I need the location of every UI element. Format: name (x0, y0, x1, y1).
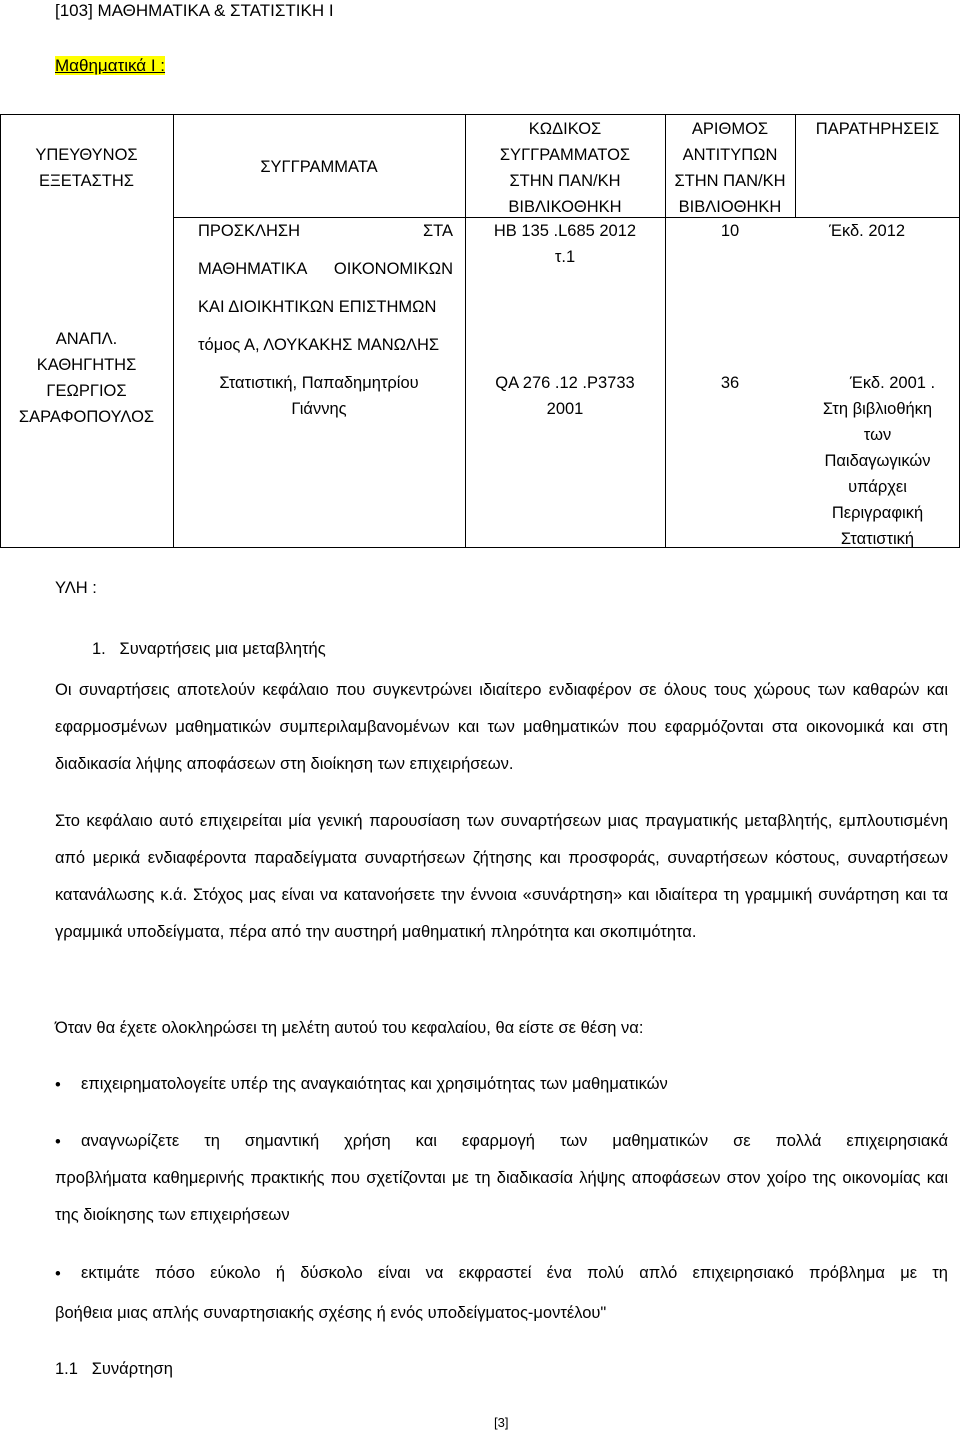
subsection-heading: 1.1 Συνάρτηση (55, 1360, 173, 1378)
book-1-notes: Έκδ. 2012 (829, 222, 906, 240)
course-subtitle-text: Μαθηματικά Ι : (55, 56, 166, 75)
book-1-code: HB 135 .L685 2012 τ.1 (493, 222, 637, 266)
header-notes: ΠΑΡΑΤΗΡΗΣΕΙΣ (815, 120, 940, 138)
header-code: ΚΩΔΙΚΟΣ ΣΥΓΓΡΑΜΜΑΤΟΣ ΣΤΗΝ ΠΑΝ/ΚΗ ΒΙΒΛΙΚΟΘΗΚΗ (499, 120, 631, 216)
paragraph-2: Στο κεφάλαιο αυτό επιχειρείται μία γενική παρουσίαση των συναρτήσεων μιας πραγματικής μεταβλητής, εμπλουτισμένη από μερικά ενδιαφέροντα παραδείγματα συναρτήσεων ζήτησης και προσφοράς, συναρτήσεων κόστους, συναρτήσεων κατανάλωσης κ.ά. Στόχος μας είναι να κατανοήσετε την έννοια «συνάρτηση» και ιδιαίτερα τη γραμμική συνάρτηση και τα γραμμικά υποδείγματα, πέρα από την αυστηρή μαθηματική πληρότητα και σκοπιμότητα. (55, 812, 948, 941)
book-1-copies: 10 (720, 222, 740, 240)
book-1-line-3: ΚΑΙ ΔΙΟΙΚΗΤΙΚΩΝ ΕΠΙΣΤΗΜΩΝ (198, 298, 437, 316)
bullet-1-marker: • (55, 1076, 61, 1094)
bullet-1-text: επιχειρηματολογείτε υπέρ της αναγκαιότητας και χρησιμότητας των μαθηματικών (81, 1075, 668, 1093)
book-2-title: Στατιστική, Παπαδημητρίου Γιάννης (219, 374, 419, 418)
section-heading: 1. Συναρτήσεις μια μεταβλητής (92, 640, 326, 658)
examiner-name: ΑΝΑΠΛ. ΚΑΘΗΓΗΤΗΣ ΓΕΩΡΓΙΟΣ ΣΑΡΑΦΟΠΟΥΛΟΣ (18, 330, 155, 426)
book-1-line-2: ΜΑΘΗΜΑΤΙΚΑ ΟΙΚΟΝΟΜΙΚΩΝ (198, 260, 453, 278)
header-copies: ΑΡΙΘΜΟΣ ΑΝΤΙΤΥΠΩΝ ΣΤΗΝ ΠΑΝ/ΚΗ ΒΙΒΛΙΟΘΗΚΗ (674, 120, 786, 216)
bullet-2-text-rest: προβλήματα καθημερινής πρακτικής που σχετίζονται με τη διαδικασία λήψης αποφάσεων στον χοίρο της οικονομίας και της διοίκησης των επιχειρήσεων (55, 1169, 948, 1224)
book-2-code: QA 276 .12 .P3733 2001 (495, 374, 635, 418)
book-2-notes: Έκδ. 2001 . Στη βιβλιοθήκη των Παιδαγωγικών υπάρχει Περιγραφική Στατιστική (822, 374, 936, 548)
course-subtitle (55, 55, 165, 77)
bullet-3-text-rest: βοήθεια μιας απλής συναρτησιακής σχέσης ή ενός υποδείγματος-μοντέλου" (55, 1304, 607, 1322)
bullet-2-text-first: αναγνωρίζετε τη σημαντική χρήση και εφαρμογή των μαθηματικών σε πολλά επιχειρησιακά (81, 1132, 948, 1150)
header-books: ΣΥΓΓΡΑΜΜΑΤΑ (260, 158, 378, 176)
paragraph-3: Όταν θα έχετε ολοκληρώσει τη μελέτη αυτού του κεφαλαίου, θα είστε σε θέση να: (55, 1019, 644, 1037)
book-1-line-4: τόμος Α, ΛΟΥΚΑΚΗΣ ΜΑΝΩΛΗΣ (198, 336, 440, 354)
page-number: [3] (494, 1415, 509, 1430)
material-label: ΥΛΗ : (55, 579, 97, 597)
book-1-line-1: ΠΡΟΣΚΛΗΣΗ ΣΤΑ (198, 222, 453, 240)
header-examiner: ΥΠΕΥΘΥΝΟΣ ΕΞΕΤΑΣΤΗΣ (35, 146, 138, 190)
books-table (0, 114, 960, 548)
bullet-2-marker: • (55, 1133, 61, 1151)
bullet-3-text-first: εκτιμάτε πόσο εύκολο ή δύσκολο είναι να εκφραστεί ένα πολύ απλό επιχειρησιακό πρόβλημα με τη (81, 1264, 948, 1282)
paragraph-1: Οι συναρτήσεις αποτελούν κεφάλαιο που συγκεντρώνει ιδιαίτερο ενδιαφέρον σε όλους τους χώρους των καθαρών και εφαρμοσμένων μαθηματικών συμπεριλαμβανομένων και των μαθηματικών που εφαρμόζονται στα οικονομικά και στη διαδικασία λήψης αποφάσεων στη διοίκηση των επιχειρήσεων. (55, 681, 948, 773)
book-2-copies: 36 (720, 374, 740, 392)
document-title: [103] ΜΑΘΗΜΑΤΙΚΑ & ΣΤΑΤΙΣΤΙΚΗ Ι (55, 1, 334, 20)
bullet-3-marker: • (55, 1265, 61, 1283)
